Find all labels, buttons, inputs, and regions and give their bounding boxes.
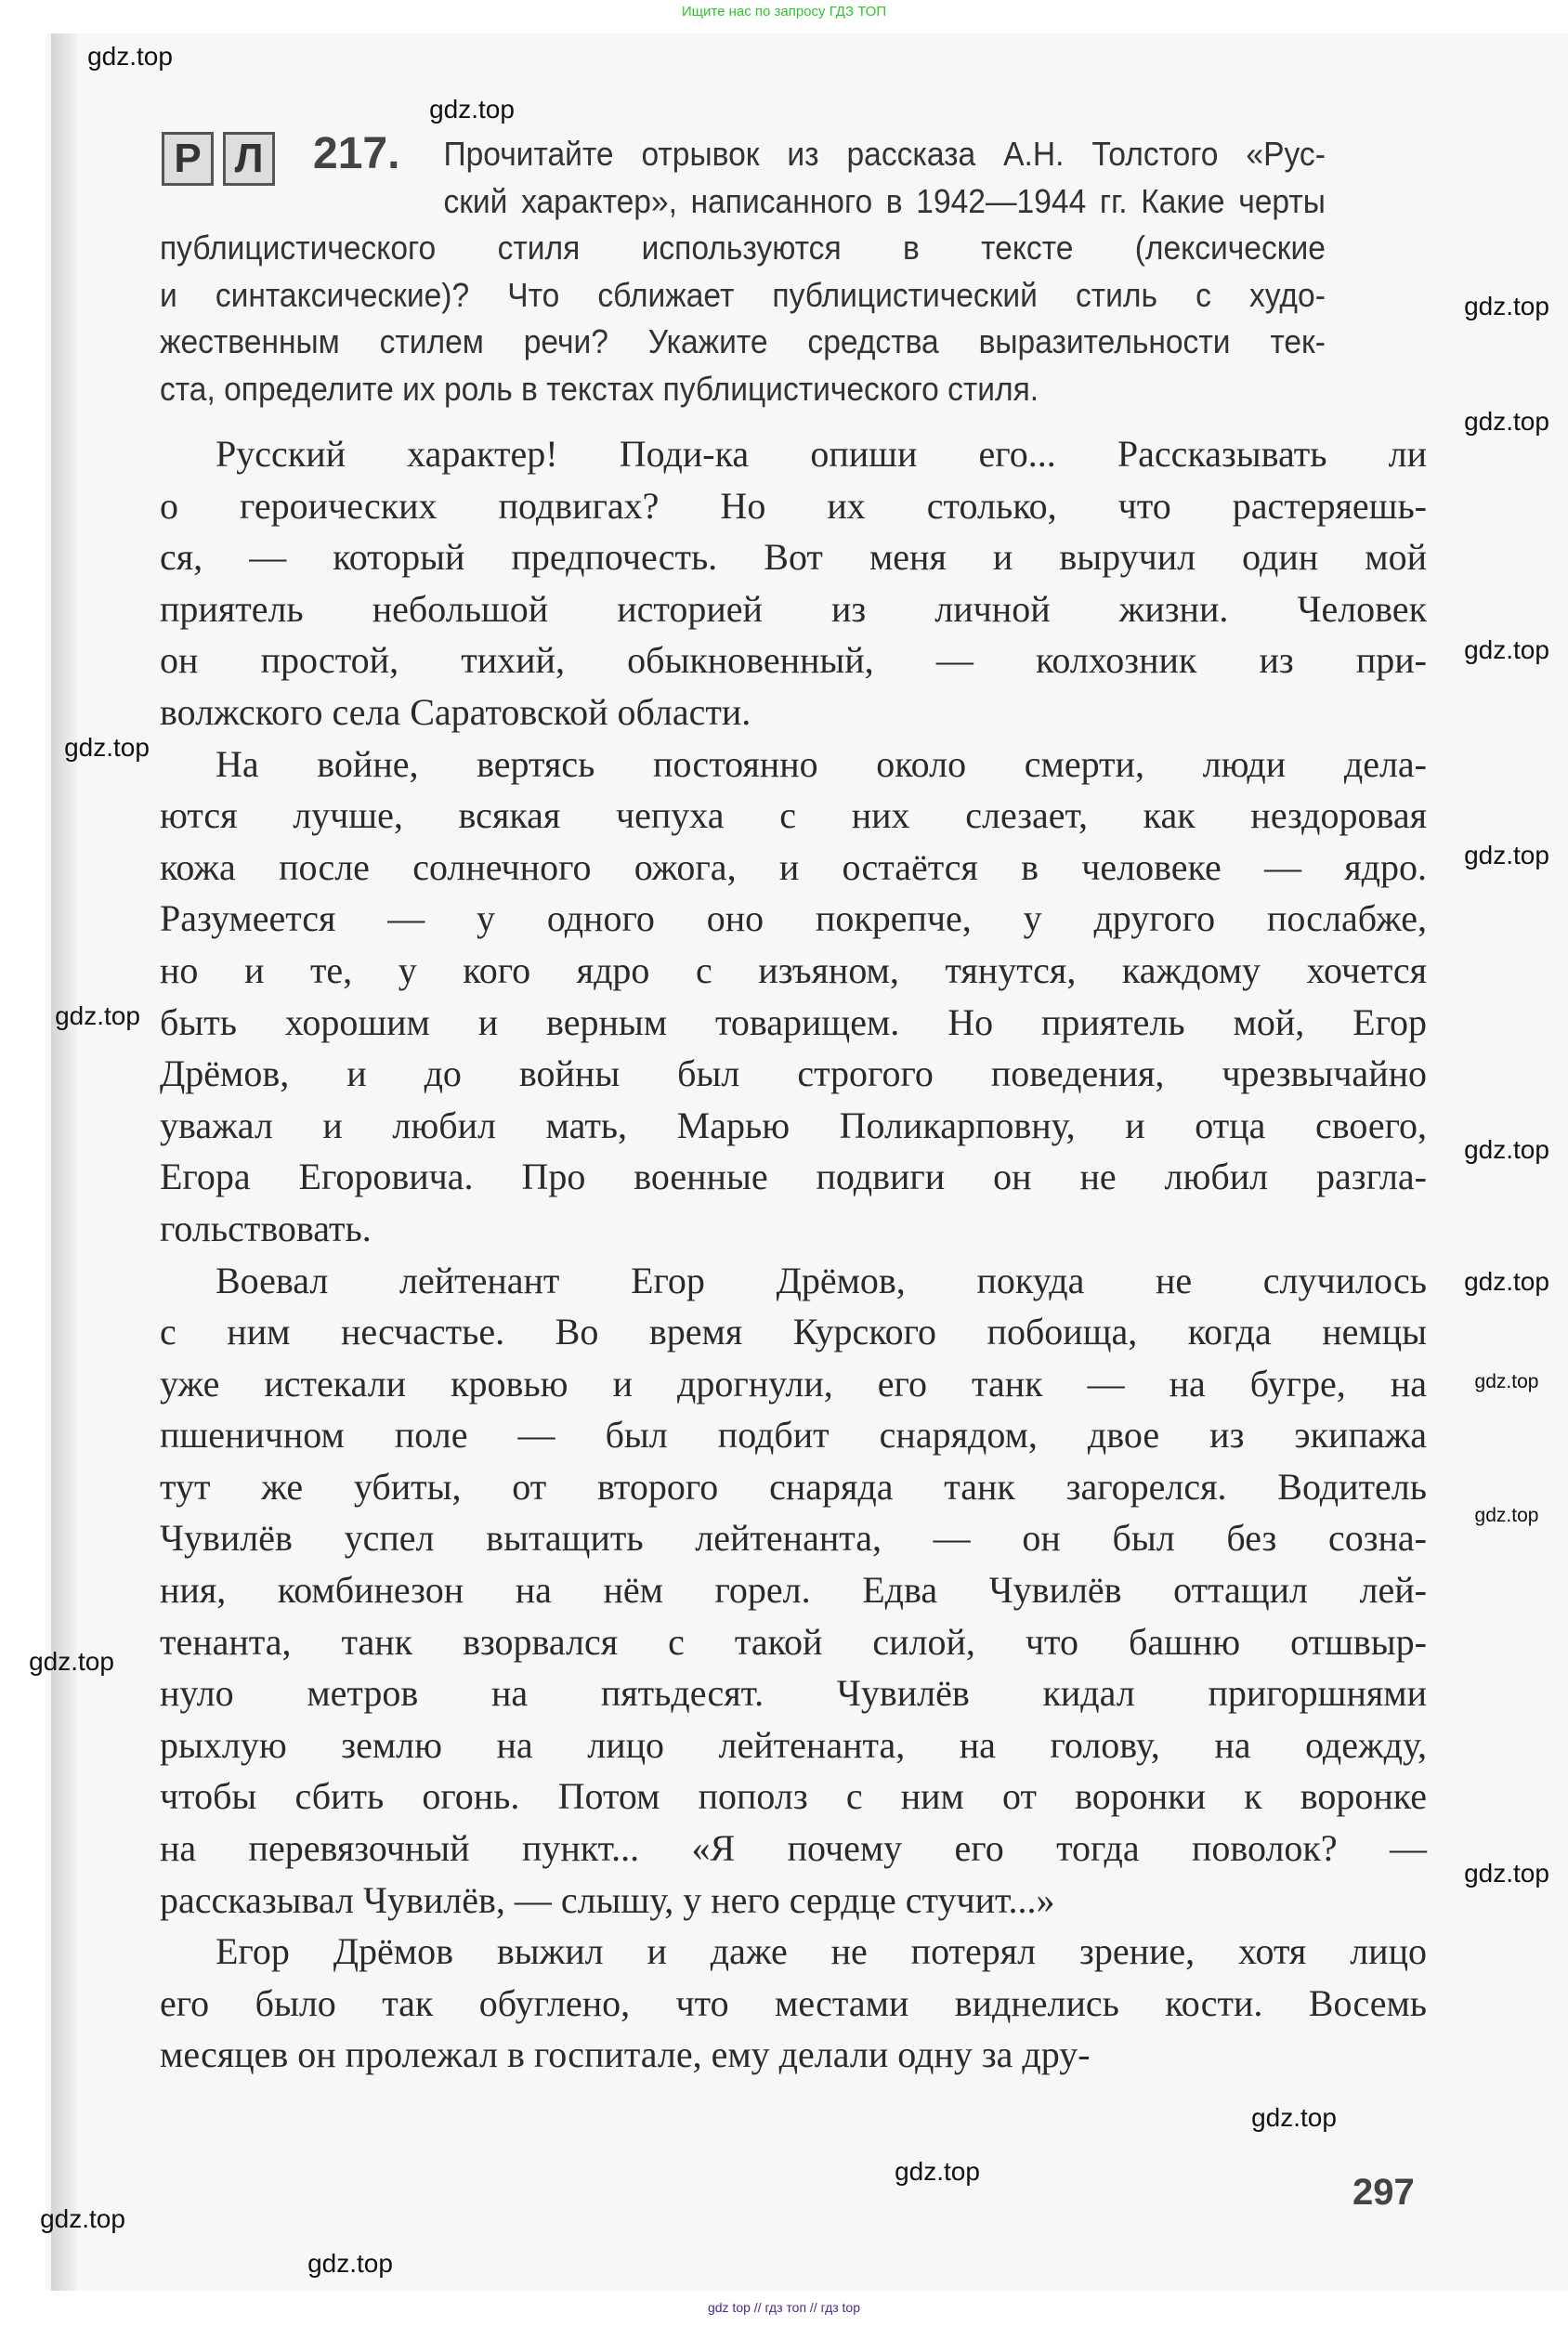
text-line: пшеничном поле — был подбит снарядом, двое из экипажа: [160, 1414, 1427, 1457]
watermark: gdz.top: [1464, 841, 1549, 869]
page-number: 297: [1352, 2172, 1415, 2213]
text-line: тенанта, танк взорвался с такой силой, что башню отшвыр-: [160, 1620, 1427, 1663]
text-line: на перевязочный пункт... «Я почему его тогда поволок? —: [160, 1827, 1427, 1870]
task-line: ский характер», написанного в 1942—1944 гг. Какие черты: [443, 181, 1326, 220]
watermark: gdz.top: [1464, 1267, 1549, 1296]
watermark: gdz.top: [55, 1001, 140, 1030]
text-line: Дрёмов, и до войны был строгого поведения, чрезвычайно: [160, 1052, 1427, 1095]
task-line: ста, определите их роль в текстах публицистического стиля.: [160, 369, 1039, 408]
text-line: тут же убиты, от второго снаряда танк загорелся. Водитель: [160, 1465, 1427, 1508]
text-line: о героических подвигах? Но их столько, что растеряешь-: [160, 484, 1427, 527]
excerpt-text: [160, 428, 1427, 2081]
text-line: быть хорошим и верным товарищем. Но приятель мой, Егор: [160, 1000, 1427, 1043]
text-line: ются лучше, всякая чепуха с них слезает, как нездоровая: [160, 794, 1427, 837]
footer-note: gdz top // гдз топ // гдз top: [707, 2300, 861, 2315]
watermark: gdz.top: [87, 42, 173, 71]
watermark: gdz.top: [1474, 1505, 1539, 1526]
text-line: рассказывал Чувилёв, — слышу, у него сердце стучит...»: [160, 1878, 1055, 1921]
text-line: с ним несчастье. Во время Курского побоища, когда немцы: [160, 1311, 1427, 1353]
text-line: Егора Егоровича. Про военные подвиги он не любил разгла-: [160, 1156, 1427, 1198]
watermark: gdz.top: [1251, 2103, 1337, 2132]
watermark: gdz.top: [1464, 1135, 1549, 1164]
text-line: его было так обуглено, что местами виднелись кости. Восемь: [160, 1981, 1427, 2024]
text-line: На войне, вертясь постоянно около смерти, люди дела-: [216, 742, 1427, 785]
text-line: чтобы сбить огонь. Потом пополз с ним от воронки к воронке: [160, 1775, 1427, 1818]
exercise-task: [160, 131, 1326, 412]
watermark: gdz.top: [1464, 407, 1549, 436]
watermark: gdz.top: [307, 2249, 393, 2278]
task-line: жественным стилем речи? Укажите средства выразительности тек-: [160, 322, 1326, 360]
task-line: публицистического стиля используются в тексте (лексические: [160, 229, 1326, 267]
text-line: месяцев он пролежал в госпитале, ему делали одну за дру-: [160, 2033, 1091, 2076]
exercise-number: 217.: [313, 129, 400, 178]
watermark: gdz.top: [1464, 292, 1549, 320]
text-line: но и те, у кого ядро с изъяном, тянутся, каждому хочется: [160, 948, 1427, 991]
watermark: gdz.top: [64, 733, 150, 762]
watermark: gdz.top: [895, 2157, 980, 2186]
task-line: и синтаксические)? Что сближает публицистический стиль с худо-: [160, 275, 1326, 314]
badge-l: Л: [223, 132, 275, 186]
watermark: gdz.top: [1464, 635, 1549, 664]
text-line: гольствовать.: [160, 1207, 372, 1249]
text-line: кожа после солнечного ожога, и остаётся в человеке — ядро.: [160, 845, 1427, 888]
text-line: Разумеется — у одного оно покрепче, у другого послабже,: [160, 897, 1427, 940]
watermark: gdz.top: [1464, 1859, 1549, 1888]
text-line: рыхлую землю на лицо лейтенанта, на голову, на одежду,: [160, 1723, 1427, 1766]
text-line: ния, комбинезон на нём горел. Едва Чувилёв оттащил лей-: [160, 1569, 1427, 1612]
text-line: он простой, тихий, обыкновенный, — колхозник из при-: [160, 639, 1427, 682]
badge-r: Р: [162, 132, 214, 186]
text-line: приятель небольшой историей из личной жизни. Человек: [160, 587, 1427, 630]
text-line: ся, — который предпочесть. Вот меня и выручил один мой: [160, 536, 1427, 579]
task-line: Прочитайте отрывок из рассказа А.Н. Толстого «Рус-: [443, 135, 1326, 173]
text-line: Егор Дрёмов выжил и даже не потерял зрение, хотя лицо: [216, 1930, 1427, 1973]
text-line: волжского села Саратовской области.: [160, 690, 751, 733]
watermark: gdz.top: [429, 95, 515, 124]
text-line: Чувилёв успел вытащить лейтенанта, — он был без созна-: [160, 1517, 1427, 1560]
search-hint-banner: Ищите нас по запросу ГДЗ ТОП: [681, 4, 887, 20]
watermark: gdz.top: [1474, 1371, 1539, 1392]
watermark: gdz.top: [29, 1647, 114, 1676]
text-line: Русский характер! Поди-ка опиши его... Рассказывать ли: [216, 433, 1427, 475]
watermark: gdz.top: [40, 2204, 125, 2233]
text-line: нуло метров на пятьдесят. Чувилёв кидал пригоршнями: [160, 1672, 1427, 1715]
text-line: уже истекали кровью и дрогнули, его танк — на бугре, на: [160, 1362, 1427, 1405]
page-gutter-shadow: [51, 33, 77, 2291]
text-line: Воевал лейтенант Егор Дрёмов, покуда не случилось: [216, 1259, 1427, 1301]
text-line: уважал и любил мать, Марью Поликарповну, и отца своего,: [160, 1104, 1427, 1146]
